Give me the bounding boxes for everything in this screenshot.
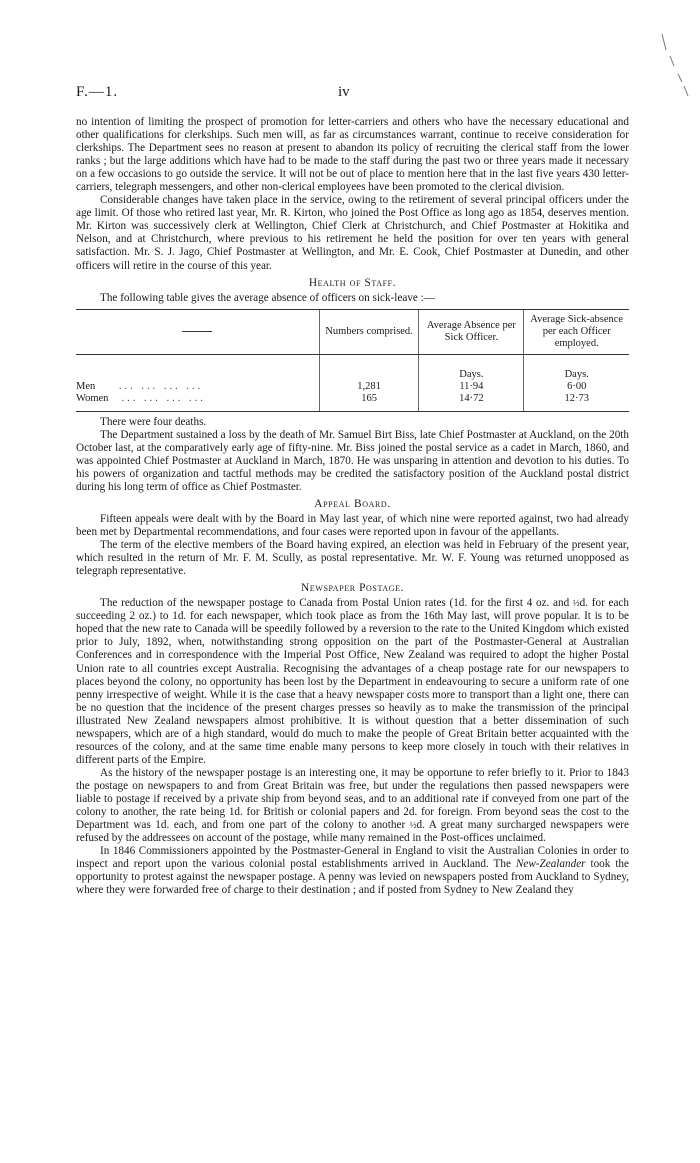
paragraph-postage-history: As the history of the newspaper postage is an interesting one, it may be opportune to refer briefly to it. Prior to 1843 the postage on newspapers to and from Great Britain was free, but under the regulations then passed newspapers were liable to postage if received by a private ship from beyond seas, and to an additional rate if conveyed from one part of the colony to another, the rate being 1d. for British or colonial papers and 2d. for foreign. From beyond seas the cost to the Department was 1d. each, and from one part of the colony to another ½d. A great many surcharged newspapers were refused by the addressees on account of the postage, while many remained in the Post-offices unclaimed.	[76, 766, 629, 845]
cell-avg-sick: 11·94	[419, 381, 524, 393]
cell-avg-sick: 14·72	[419, 393, 524, 412]
paragraph-retirements: Considerable changes have taken place in the service, owing to the retirement of several principal officers under the age limit. Of those who retired last year, Mr. R. Kirton, who joined the Post Office as long ago as 1854, deserves mention. Mr. Kirton was successively clerk at Wellington, Chief Clerk at Christchurch, and Chief Postmaster at Hokitika and Nelson, and at Christchurch, where previous to his retirement he held the position for over ten years with general satisfaction. Mr. S. J. Jago, Chief Postmaster at Wellington, and Mr. E. Cook, Chief Postmaster at Dunedin, and other officers will retire in the course of this year.	[76, 194, 629, 272]
page-header	[76, 84, 636, 104]
document-reference: F.—1.	[76, 84, 119, 100]
table-header-row	[76, 309, 629, 354]
table-unit-row	[76, 354, 629, 381]
heading-appeal-board: Appeal Board.	[314, 497, 391, 510]
row-label: Women	[76, 392, 109, 404]
paragraph-deaths: There were four deaths.	[100, 415, 207, 428]
heading-health-of-staff: Health of Staff.	[308, 276, 397, 289]
table-row-women	[76, 393, 629, 412]
unit-days: Days.	[524, 354, 629, 381]
cell-numbers: 165	[319, 393, 419, 412]
row-label: Men	[76, 380, 96, 392]
unit-days: Days.	[419, 354, 524, 381]
header-average-absence-per-sick-officer: Average Absence per Sick Officer.	[419, 309, 524, 354]
paragraph-commissioners: In 1846 Commissioners appointed by the Postmaster-General in England to visit the Australian Colonies in order to inspect and report upon the various colonial postal establishments arrived in Auckland. The New-Zealander took the opportunity to protest against the newspaper postage. A penny was levied on newspapers posted from Auckland to Sydney, where they were forwarded free of charge to their destination ; and if posted from Sydney to New Zealand they	[76, 845, 629, 897]
paragraph-biss-obituary: The Department sustained a loss by the death of Mr. Samuel Birt Biss, late Chief Postmaster at Auckland, on the 20th October last, at the comparatively early age of fifty-nine. Mr. Biss joined the postal service as a cadet in March, 1860, and was appointed Chief Postmaster at Auckland in March, 1870. He was unsparing in attention and devotion to his duties. To his powers of organization and tactful methods may be credited the satisfactory position of the Auckland postal district during his long term of office as Chief Postmaster.	[76, 428, 629, 493]
header-blank	[76, 309, 319, 354]
page-number: iv	[338, 84, 350, 100]
sick-leave-table	[76, 309, 629, 412]
paragraph-board-election: The term of the elective members of the Board having expired, an election was held in February of the present year, which resulted in the return of Mr. F. M. Scully, as postal representative. Mr. W. F. Young was returned unopposed as telegraph representative.	[76, 539, 629, 578]
margin-mark	[656, 30, 692, 100]
header-numbers-comprised: Numbers comprised.	[319, 309, 419, 354]
paragraph-table-intro: The following table gives the average absence of officers on sick-leave :—	[100, 291, 435, 304]
cell-numbers: 1,281	[319, 381, 419, 393]
header-average-absence-per-officer: Average Sick-absence per each Officer employed.	[524, 309, 629, 354]
cell-avg-employed: 6·00	[524, 381, 629, 393]
paragraph-canada-rates: The reduction of the newspaper postage to Canada from Postal Union rates (1d. for the first 4 oz. and ½d. for each succeeding 2 oz.) to 1d. for each newspaper, which took place as from the 16th May last, will prove popular. It is to be hoped that the new rate to Canada will be speedily followed by a reversion to the rate to the United Kingdom which existed prior to July, 1892, when, notwithstanding strong opposition on the part of the Postmaster-General at Australian Conferences and in correspondence with the Imperial Post Office, New Zealand was required to adopt the higher Postal Union rate to all countries except Australia. Recognising the advantages of a cheap postage rate for our newspapers to places beyond the colony, no opportunity has been lost by the Department in endeavouring to secure a uniform rate of one penny irrespective of weight. While it is the case that a heavy newspaper costs more to transport than a light one, there can be no question that the incidence of the present charges presses so heavily as to make the transmission of the principal illustrated New Zealand newspapers almost prohibitive. It is without question that a better dissemination of such newspapers, which are of a high standard, would do much to make the people of Great Britain better acquainted with the resources of the colony, and at the same time enable many persons to keep more closely in touch with their relatives in different parts of the Empire.	[76, 597, 630, 766]
table-row-men	[76, 381, 629, 393]
paragraph-appeals: Fifteen appeals were dealt with by the Board in May last year, of which nine were reported against, two had already been met by Departmental recommendations, and four cases were reported upon in favour of the appellants.	[76, 512, 629, 539]
leader-dots: ... ... ... ...	[118, 380, 204, 392]
cell-avg-employed: 12·73	[524, 393, 629, 412]
heading-newspaper-postage: Newspaper Postage.	[300, 582, 405, 595]
leader-dots: ... ... ... ...	[121, 392, 206, 404]
paragraph-promotion: no intention of limiting the prospect of promotion for letter-carriers and others who have the necessary educational and other qualifications for clerkships. Such men will, as far as circumstances warrant, continue to receive consideration for clerkships. The Department sees no reason at present to abandon its policy of recruiting the clerical staff from the lower ranks ; but the large additions which have had to be made to the staff during the past two or three years made it necessary on a few occasions to go outside the service. It will not be out of place to mention here that in the last five years 430 letter-carriers, telegraph messengers, and other non-clerical employees have been promoted to the clerical division.	[76, 116, 629, 194]
document-body	[76, 116, 629, 897]
